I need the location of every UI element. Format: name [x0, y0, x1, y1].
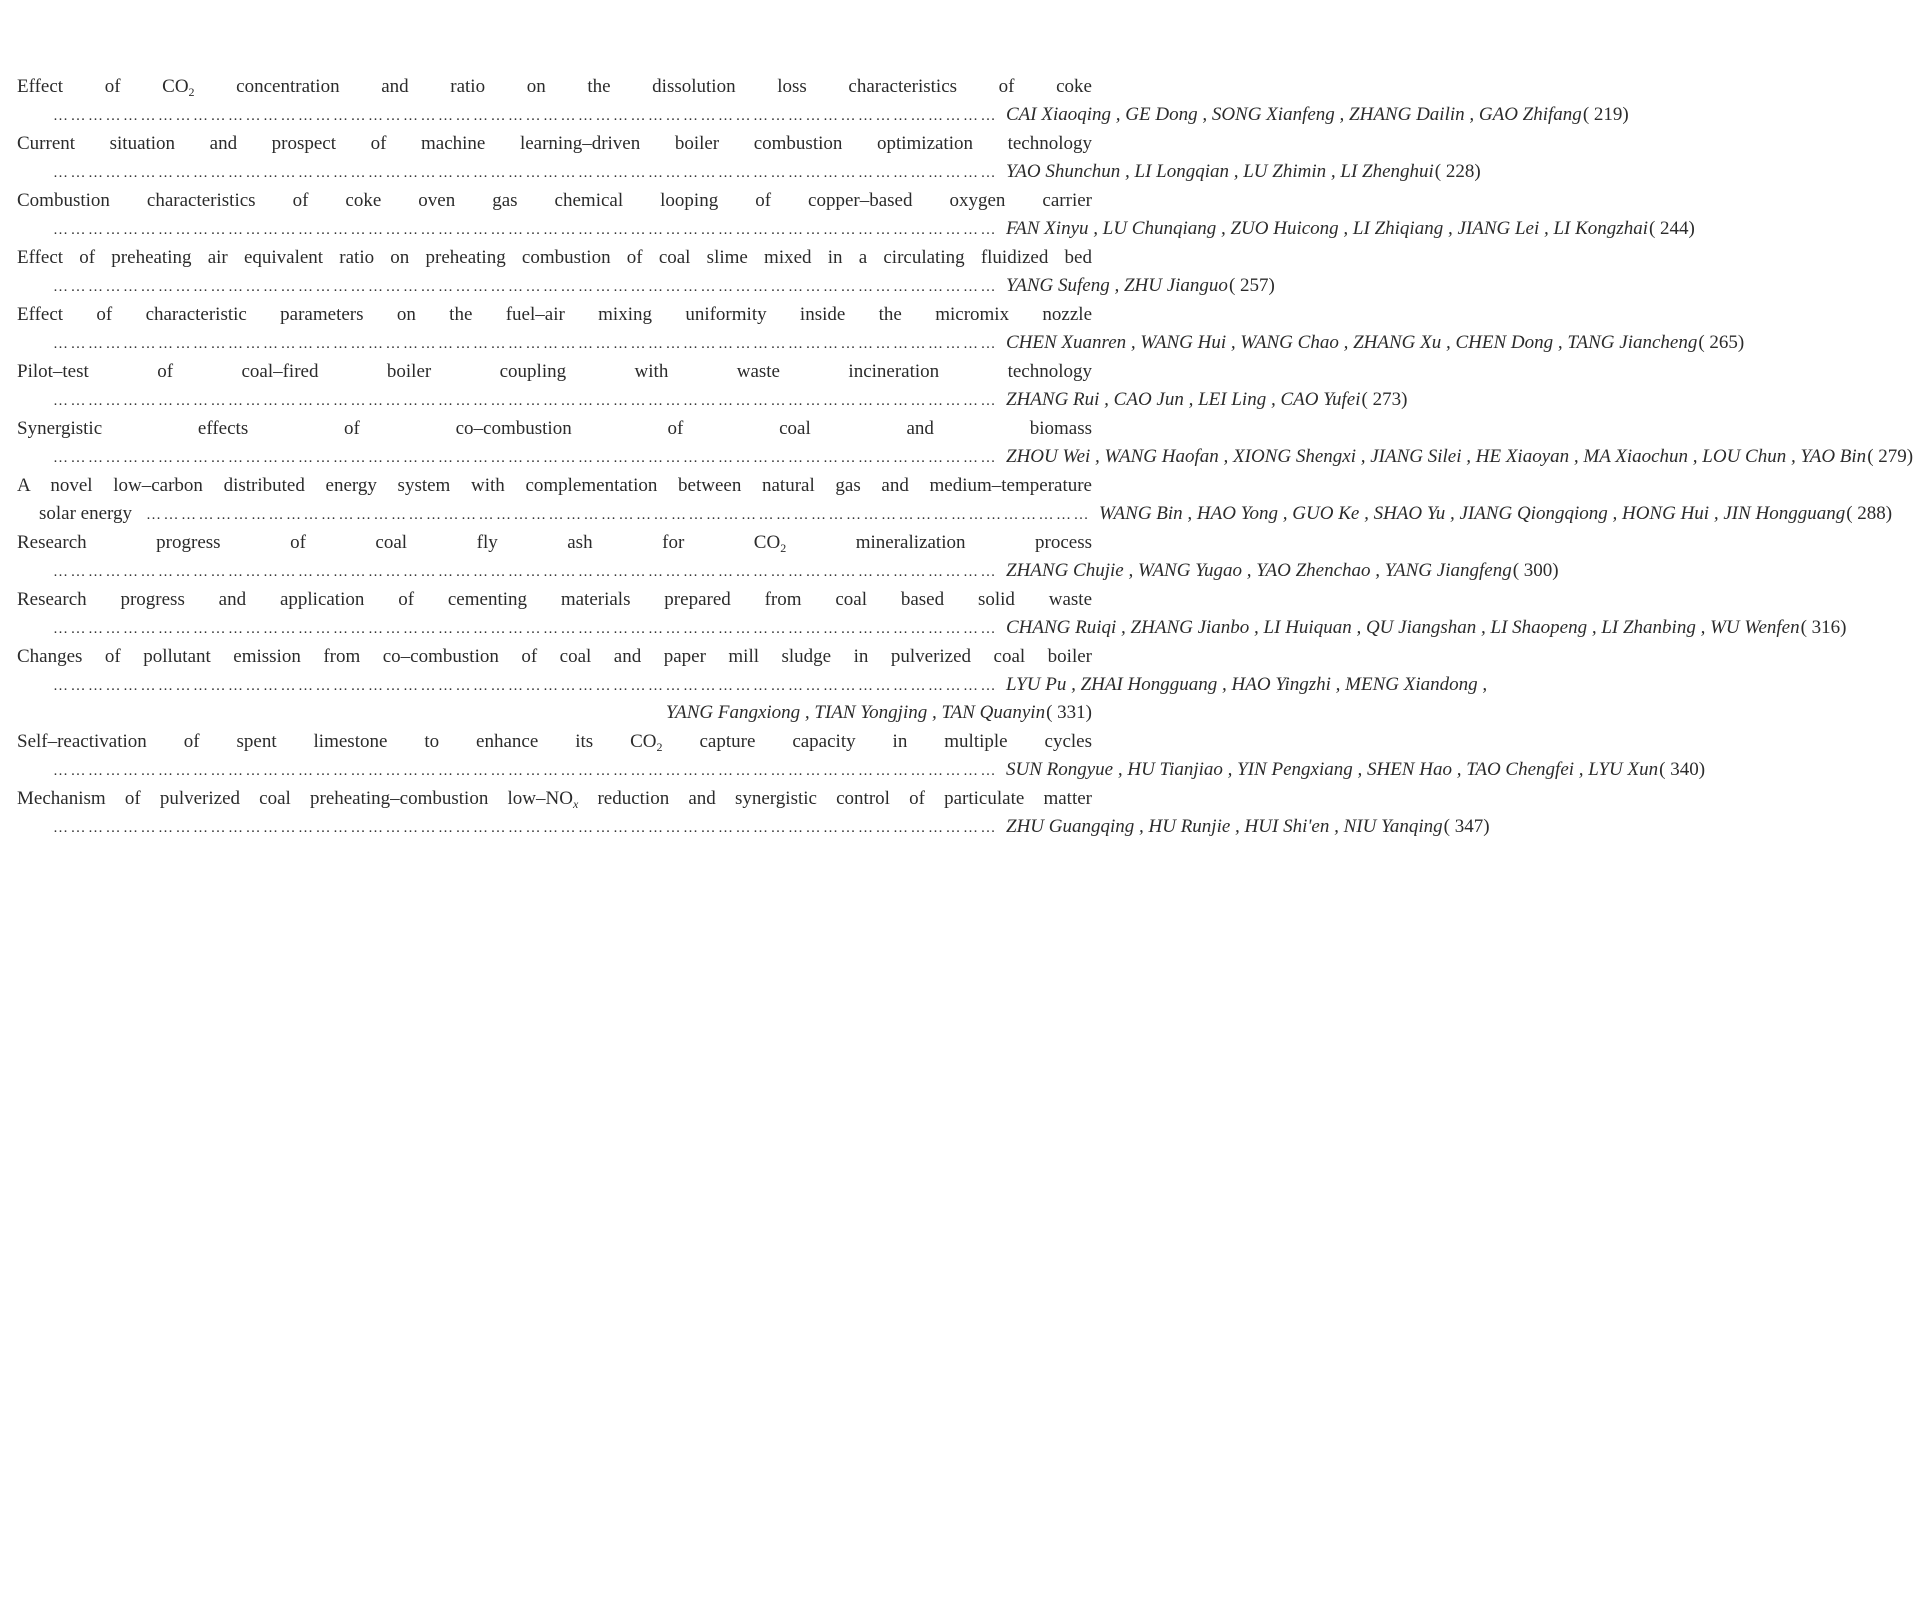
title-text: Research progress of coal fly ash for CO [17, 532, 781, 553]
title-text: capture capacity in multiple cycles [662, 731, 1092, 752]
toc-entry [17, 528, 1559, 585]
dot-leader: ……………………………………………………………………………………………………………………………………………… [53, 165, 998, 181]
entry-authors: LYU Pu , ZHAI Hongguang , HAO Yingzhi , MENG Xiandong , [1006, 674, 1488, 695]
dot-leader: ……………………………………………………………………………………………………………………………………………… [53, 678, 998, 694]
entry-title[interactable] [17, 585, 1092, 614]
entry-byline [17, 158, 1481, 186]
title-text: Combustion characteristics of coke oven gas chemical looping of copper–based oxygen carrier [17, 190, 1092, 211]
entry-title[interactable] [17, 784, 1092, 813]
entry-authors: SUN Rongyue , HU Tianjiao , YIN Pengxiang , SHEN Hao , TAO Chengfei , LYU Xun [1006, 759, 1659, 780]
entry-title[interactable] [17, 186, 1092, 215]
dot-leader: ……………………………………………………………………………………………………………………………………………… [53, 621, 998, 637]
entry-authors: CAI Xiaoqing , GE Dong , SONG Xianfeng , ZHANG Dailin , GAO Zhifang [1006, 104, 1582, 125]
dot-leader: ……………………………………………………………………………………………………………………………………………… [53, 279, 998, 295]
toc-entry [17, 243, 1275, 300]
dot-leader: ……………………………………………………………………………………………………………………………………………… [53, 108, 998, 124]
entry-authors: ZHOU Wei , WANG Haofan , XIONG Shengxi , JIANG Silei , HE Xiaoyan , MA Xiaochun , LOU Chun , YAO Bin [1006, 446, 1867, 467]
title-text: reduction and synergistic control of particulate matter [578, 788, 1092, 809]
title-text: Effect of preheating air equivalent ratio on preheating combustion of coal slime mixed in a circulating fluidized bed [17, 247, 1092, 268]
entry-title[interactable] [17, 471, 1092, 500]
entry-page-number[interactable]: ( 244) [1648, 218, 1695, 239]
title-text: Self–reactivation of spent limestone to enhance its CO [17, 731, 657, 752]
entry-title[interactable] [17, 414, 1092, 443]
entry-authors: FAN Xinyu , LU Chunqiang , ZUO Huicong , LI Zhiqiang , JIANG Lei , LI Kongzhai [1006, 218, 1648, 239]
entry-authors-continued: YANG Fangxiong , TIAN Yongjing , TAN Quanyin [665, 702, 1046, 723]
entry-title[interactable] [17, 72, 1092, 101]
title-text: Changes of pollutant emission from co–combustion of coal and paper mill sludge in pulverized coal boiler [17, 646, 1092, 667]
entry-byline [17, 272, 1275, 300]
entry-page-number[interactable]: ( 331) [1046, 702, 1092, 723]
entry-byline [17, 500, 1893, 528]
entry-title[interactable] [17, 528, 1092, 557]
entry-page-number[interactable]: ( 340) [1659, 759, 1706, 780]
title-subscript: 2 [188, 85, 195, 99]
toc-entry [17, 72, 1629, 129]
entry-title[interactable] [17, 727, 1092, 756]
title-text: Effect of characteristic parameters on the fuel–air mixing uniformity inside the micromix nozzle [17, 304, 1092, 325]
toc-entry [17, 300, 1745, 357]
title-text: Pilot–test of coal–fired boiler coupling with waste incineration technology [17, 361, 1092, 382]
dot-leader: ……………………………………………………………………………………………………………………………………………… [53, 393, 998, 409]
entry-title[interactable] [17, 243, 1092, 272]
entry-byline [17, 101, 1629, 129]
title-subscript: 2 [780, 541, 787, 555]
entry-page-number[interactable]: ( 265) [1698, 332, 1745, 353]
dot-leader: ……………………………………………………………………………………………………………………………………………… [53, 763, 998, 779]
toc-entry [17, 642, 1488, 727]
entry-page-number[interactable]: ( 273) [1361, 389, 1408, 410]
entry-page-number[interactable]: ( 219) [1582, 104, 1629, 125]
title-text: Mechanism of pulverized coal preheating–combustion low–NO [17, 788, 573, 809]
entry-authors: ZHU Guangqing , HU Runjie , HUI Shi'en , NIU Yanqing [1006, 816, 1443, 837]
entry-authors: ZHANG Rui , CAO Jun , LEI Ling , CAO Yufei [1006, 389, 1361, 410]
entry-authors: CHANG Ruiqi , ZHANG Jianbo , LI Huiquan , QU Jiangshan , LI Shaopeng , LI Zhanbing , WU Wenfen [1006, 617, 1800, 638]
toc-entry [17, 784, 1490, 841]
title-subscript: x [572, 797, 579, 811]
toc-entry [17, 585, 1847, 642]
dot-leader: ……………………………………………………………………………………………………………………………………………… [53, 820, 998, 836]
entry-authors: ZHANG Chujie , WANG Yugao , YAO Zhenchao , YANG Jiangfeng [1006, 560, 1512, 581]
dot-leader: ……………………………………………………………………………………………………………………………………………… [53, 450, 998, 466]
entry-byline [17, 386, 1408, 414]
entry-authors: WANG Bin , HAO Yong , GUO Ke , SHAO Yu , JIANG Qiongqiong , HONG Hui , JIN Hongguang [1099, 503, 1846, 524]
table-of-contents [17, 72, 1913, 841]
entry-title[interactable] [17, 129, 1092, 158]
entry-page-number[interactable]: ( 300) [1512, 560, 1559, 581]
title-text: mineralization process [786, 532, 1092, 553]
entry-authors: CHEN Xuanren , WANG Hui , WANG Chao , ZHANG Xu , CHEN Dong , TANG Jiancheng [1006, 332, 1698, 353]
entry-byline [17, 813, 1490, 841]
dot-leader: ……………………………………………………………………………………………………………………………………………… [53, 564, 998, 580]
entry-byline [17, 756, 1706, 784]
dot-leader: ……………………………………………………………………………………………………………………………………………… [53, 222, 998, 238]
entry-page-number[interactable]: ( 228) [1434, 161, 1481, 182]
dot-leader: ……………………………………………………………………………………………………………………………………………… [53, 336, 998, 352]
entry-page-number[interactable]: ( 279) [1867, 446, 1913, 467]
dot-leader: ……………………………………………………………………………………………………………………………………………… [146, 507, 1092, 523]
entry-title[interactable] [17, 357, 1092, 386]
entry-authors: YAO Shunchun , LI Longqian , LU Zhimin , LI Zhenghui [1006, 161, 1434, 182]
title-text: Synergistic effects of co–combustion of coal and biomass [17, 418, 1092, 439]
toc-entry [17, 186, 1695, 243]
entry-byline [17, 671, 1488, 699]
entry-byline [17, 329, 1745, 357]
entry-authors: YANG Sufeng , ZHU Jianguo [1006, 275, 1228, 296]
toc-entry [17, 414, 1913, 471]
toc-entry [17, 727, 1706, 784]
entry-byline [17, 614, 1847, 642]
entry-page-number[interactable]: ( 288) [1846, 503, 1893, 524]
title-subscript: 2 [656, 740, 663, 754]
entry-page-number[interactable]: ( 347) [1443, 816, 1490, 837]
entry-byline-continued [17, 699, 1092, 727]
entry-byline [17, 557, 1559, 585]
title-continuation: solar energy [39, 503, 133, 524]
title-text: Effect of CO [17, 76, 189, 97]
toc-entry [17, 471, 1893, 528]
title-text: A novel low–carbon distributed energy system with complementation between natural gas and medium–temperature [17, 475, 1092, 496]
entry-byline [17, 215, 1695, 243]
title-text: Research progress and application of cementing materials prepared from coal based solid waste [17, 589, 1092, 610]
title-text: Current situation and prospect of machine learning–driven boiler combustion optimization technology [17, 133, 1092, 154]
entry-title[interactable] [17, 642, 1092, 671]
entry-page-number[interactable]: ( 257) [1228, 275, 1275, 296]
toc-entry [17, 357, 1408, 414]
toc-entry [17, 129, 1481, 186]
entry-title[interactable] [17, 300, 1092, 329]
entry-byline [17, 443, 1913, 471]
title-text: concentration and ratio on the dissolution loss characteristics of coke [194, 76, 1092, 97]
entry-page-number[interactable]: ( 316) [1800, 617, 1847, 638]
